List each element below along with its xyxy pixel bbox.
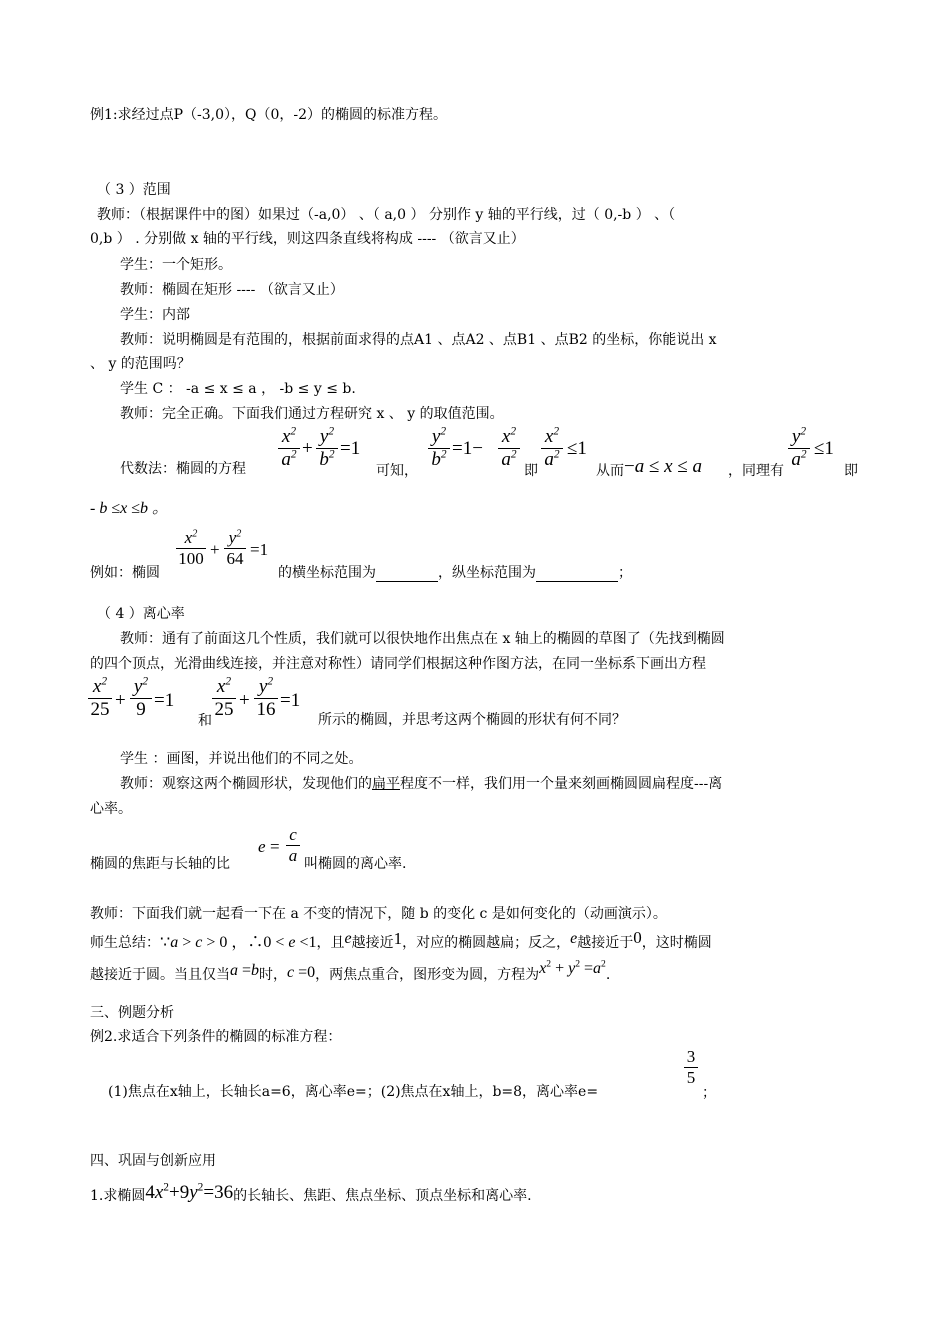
teacher-line-5c: 所示的椭圆，并思考这两个椭圆的形状有何不同？ — [318, 712, 626, 728]
eccentricity-formula: e = c a — [258, 825, 308, 875]
teacher-line-4: 教师：完全正确。下面我们通过方程研究 x 、 y 的取值范围。 — [120, 406, 504, 422]
algebra-end: - b ≤x ≤b 。 — [90, 500, 168, 517]
value-one: 1 — [393, 929, 403, 948]
equation-y-over-b: $y^2$ $b^2$ =1− $x^2$ $a^2$ — [428, 426, 526, 476]
section-3-title: （ 3 ）范围 — [97, 182, 171, 198]
summary-text-b1: 越接近于圆。当且仅当 — [90, 967, 230, 983]
summary-text-3: 越接近 — [351, 935, 394, 951]
summary-text-6: ，这时椭圆 — [641, 935, 712, 951]
period: . — [605, 967, 611, 983]
example-ellipse-equation: $x^2$ 100 + $y^2$ 64 =1 — [176, 528, 276, 578]
y-range-blank[interactable] — [536, 581, 618, 582]
connector-he: 和 — [198, 713, 212, 729]
summary-text-b3: ，两焦点重合，图形变为圆，方程为 — [315, 967, 540, 983]
section-iv-title: 四、巩固与创新应用 — [90, 1153, 216, 1169]
summary-text-4: ，对应的椭圆越扁；反之， — [402, 935, 571, 951]
summary-text-b2: 时， — [259, 967, 288, 983]
because-condition: ∵a > c > 0 ，∴0 < e <1 — [160, 934, 317, 951]
student-line-1: 学生：一个矩形。 — [120, 257, 232, 273]
example-mid2-text: ，纵坐标范围为 — [438, 565, 536, 581]
inequality-x-over-a: $x^2$ $a^2$ ≤1 — [541, 426, 597, 476]
var-e-2: e — [570, 930, 578, 947]
equation-ellipse-25-9: $x^2$ 25 + $y^2$ 9 =1 — [88, 676, 188, 730]
teacher-line-2: 教师：椭圆在矩形 ---- （欲言又止） — [120, 282, 344, 298]
student-line-2: 学生：内部 — [120, 307, 190, 323]
flatness-word: 扁平 — [372, 776, 400, 792]
example-2-end: ； — [702, 1085, 716, 1101]
teacher-line-6b: 心率。 — [90, 801, 132, 817]
teacher-line-1b: 0,b ） . 分别做 x 轴的平行线，则这四条直线将构成 ---- （欲言又止） — [90, 231, 525, 247]
question-1-lead: 1.求椭圆 — [90, 1188, 146, 1204]
student-c-line: 学生 C ： -a ≤ x ≤ a ， -b ≤ y ≤ b. — [120, 381, 356, 397]
summary-text-2: ，且 — [316, 935, 345, 951]
ellipse-equation-general: $x^2$ $a^2$ + $y^2$ $b^2$ =1 — [278, 426, 374, 476]
student-line-3: 学生 ：画图，并说出他们的不同之处。 — [120, 751, 363, 767]
question-1-equation: $4x^2+9y^2=36$ — [145, 1181, 234, 1203]
algebra-congeer: 从而 — [596, 463, 624, 479]
summary-lead: 师生总结： — [90, 935, 160, 951]
algebra-keyi: 可知， — [376, 463, 418, 479]
teacher-line-6a — [120, 775, 722, 793]
teacher-line-1a: 教师：（根据课件中的图）如果过（-a,0） 、（ a,0 ） 分别作 y 轴的平行线，过（ 0,-b ） 、（ — [97, 207, 676, 223]
summary-text-5: 越接近于 — [577, 935, 634, 951]
inequality-y-over-a: $y^2$ $a^2$ ≤1 — [788, 426, 844, 476]
eccentricity-end: 叫椭圆的离心率. — [304, 856, 407, 872]
range-x: −a ≤ x ≤ a — [624, 456, 703, 477]
summary-line-1 — [90, 929, 712, 952]
example-1: 例1:求经过点P（-3,0），Q（0，-2）的椭圆的标准方程。 — [90, 107, 448, 123]
teacher-line-5b: 的四个顶点，光滑曲线连接，并注意对称性）请同学们根据这种作图方法，在同一坐标系下画出方程 — [90, 656, 706, 672]
teacher-line-6a-start: 教师：观察这两个椭圆形状，发现他们的 — [120, 776, 372, 792]
example-mid — [278, 564, 632, 582]
example-end: ； — [618, 565, 632, 581]
summary-line-2 — [90, 960, 610, 984]
algebra-tongli: ，同理有 — [728, 463, 784, 479]
value-zero: 0 — [633, 928, 642, 947]
algebra-ji: 即 — [524, 463, 538, 479]
teacher-line-3a: 教师：说明椭圆是有范围的，根据前面求得的点A1 、点A2 、点B1 、点B2 的坐标，你能说出 x — [120, 332, 717, 348]
section-4-title: （ 4 ）离心率 — [97, 606, 185, 622]
teacher-line-3b: 、 y 的范围吗？ — [90, 356, 191, 372]
teacher-line-7: 教师：下面我们就一起看一下在 a 不变的情况下，随 b 的变化 c 是如何变化的（动画演示）。 — [90, 906, 667, 922]
question-1-end: 的长轴长、焦距、焦点坐标、顶点坐标和离心率. — [233, 1188, 532, 1204]
section-iii-title: 三、例题分析 — [90, 1005, 174, 1021]
question-1 — [90, 1181, 532, 1205]
teacher-line-5a: 教师：通有了前面这几个性质，我们就可以很快地作出焦点在 x 轴上的椭圆的草图了（先找到椭圆 — [120, 631, 725, 647]
example-2-items: (1)焦点在x轴上，长轴长a=6，离心率e=；(2)焦点在x轴上，b=8，离心率e= — [108, 1084, 599, 1100]
x-range-blank[interactable] — [376, 581, 438, 582]
var-e-1: e — [344, 930, 352, 947]
equation-ellipse-25-16: $x^2$ 25 + $y^2$ 16 =1 — [212, 676, 312, 730]
eccentricity-lead: 椭圆的焦距与长轴的比 — [90, 856, 230, 872]
eccentricity-3-5: 3 5 — [684, 1047, 700, 1097]
algebra-ji-2: 即 — [844, 463, 858, 479]
teacher-line-6a-end: 程度不一样，我们用一个量来刻画椭圆圆扁程度---离 — [400, 776, 723, 792]
c-equals-zero: c =0 — [287, 964, 316, 981]
a-equals-b: a =b — [230, 962, 260, 979]
circle-equation: $x^2 + y^2 =a^2$ — [539, 958, 606, 977]
example-lead: 例如：椭圆 — [90, 565, 160, 581]
algebra-lead: 代数法：椭圆的方程 — [120, 461, 246, 477]
example-mid-text: 的横坐标范围为 — [278, 565, 376, 581]
example-2: 例2.求适合下列条件的椭圆的标准方程： — [90, 1029, 342, 1045]
